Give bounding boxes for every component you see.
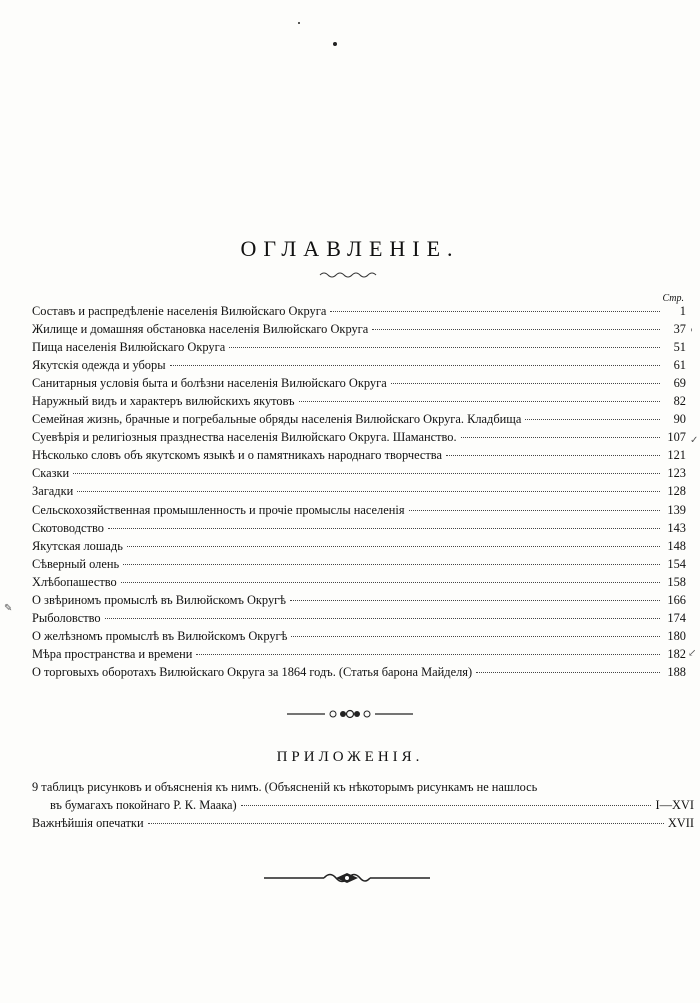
toc-label: Якутскія одежда и уборы (32, 358, 166, 373)
dot-leader (196, 653, 660, 655)
title-underline-ornament (318, 270, 378, 280)
toc-page: 180 (667, 628, 686, 643)
toc-label: Скотоводство (32, 520, 104, 535)
toc-label: О звѣриномъ промыслѣ въ Вилюйскомъ Округѣ (32, 592, 286, 607)
toc-label: Пища населенія Вилюйскаго Округа (32, 340, 226, 355)
dot-leader (330, 310, 660, 312)
toc-page: 148 (667, 538, 686, 553)
dot-leader (241, 804, 652, 806)
toc-label: Суевѣрія и религіозныя празднества населенія Вилюйскаго Округа. Шаманство. (32, 430, 457, 445)
closing-ornament (262, 870, 432, 886)
toc-row (32, 665, 686, 683)
toc-page: 1 (679, 304, 686, 318)
dot-leader (290, 599, 660, 601)
dot-leader (127, 545, 660, 547)
dot-leader (73, 472, 660, 474)
toc-row (32, 539, 686, 557)
toc-row (32, 503, 686, 521)
toc-label: О желѣзномъ промыслѣ въ Вилюйскомъ Округѣ (32, 628, 288, 643)
toc-page: 61 (673, 358, 686, 373)
ink-speck (298, 22, 300, 24)
toc-row (32, 376, 686, 394)
toc-label: Жилище и домашняя обстановка населенія Вилюйскаго Округа (32, 322, 369, 337)
toc-row (32, 448, 686, 466)
table-of-contents (32, 304, 686, 683)
toc-page: 69 (673, 376, 686, 391)
toc-row (32, 394, 686, 412)
toc-row (32, 575, 686, 593)
toc-label: Санитарныя условія быта и болѣзни населенія Вилюйскаго Округа (32, 376, 387, 391)
toc-row (32, 611, 686, 629)
margin-pencil-mark: ✓ (690, 435, 699, 446)
dot-leader (525, 418, 660, 420)
toc-page: 182 (667, 646, 686, 661)
dot-leader (291, 635, 660, 637)
dot-leader (476, 671, 660, 673)
dot-leader (108, 527, 660, 529)
toc-row (32, 412, 686, 430)
toc-page: 128 (667, 484, 686, 499)
toc-label: Сказки (32, 466, 70, 481)
toc-label: О торговыхъ оборотахъ Вилюйскаго Округа за 1864 годъ. (Статья барона Майделя) (32, 664, 473, 679)
appendix-page: XVII (667, 816, 694, 831)
margin-pencil-mark: ↙ (688, 648, 697, 659)
toc-label: Загадки (32, 484, 74, 499)
toc-row (32, 593, 686, 611)
appendix-entry-line: 9 таблицъ рисунковъ и объясненія къ нимъ. (Объясненій къ нѣкоторымъ рисункамъ не нашлось (32, 780, 538, 794)
dot-leader (123, 563, 660, 565)
dot-leader (170, 364, 660, 366)
toc-label: Рыболовство (32, 610, 101, 625)
toc-row (32, 358, 686, 376)
dot-leader (105, 617, 660, 619)
toc-row (32, 484, 686, 502)
dot-leader (77, 490, 660, 492)
toc-page: 174 (667, 610, 686, 625)
toc-label: Сельскохозяйственная промышленность и прочіе промыслы населенія (32, 502, 405, 517)
toc-label: Наружный видъ и характеръ вилюйскихъ якутовъ (32, 394, 295, 409)
toc-label: Семейная жизнь, брачные и погребальные обряды населенія Вилюйскаго Округа. Кладбища (32, 412, 522, 427)
toc-row (32, 466, 686, 484)
toc-page: 90 (673, 412, 686, 427)
appendix-page: I—XVI (655, 798, 694, 812)
toc-row (32, 647, 686, 665)
toc-page: 123 (667, 466, 686, 481)
toc-page: 139 (667, 502, 686, 517)
dot-leader (461, 436, 660, 438)
dot-leader (121, 581, 660, 583)
toc-label: Составъ и распредѣленіе населенія Вилюйскаго Округа (32, 304, 327, 318)
page-title: ОГЛАВЛЕНІЕ. (240, 236, 460, 261)
toc-page: 143 (667, 520, 686, 535)
dot-leader (229, 346, 660, 348)
margin-pencil-mark: ✎ (4, 603, 13, 614)
appendix-label: Важнѣйшія опечатки (32, 816, 144, 831)
dot-leader (446, 454, 660, 456)
section-divider-ornament (285, 708, 415, 720)
page-column-header: Стр. (662, 293, 684, 304)
appendix-row (32, 816, 694, 834)
dot-leader (148, 822, 664, 824)
appendix-list (32, 780, 694, 834)
toc-page: 166 (667, 592, 686, 607)
toc-page: 82 (673, 394, 686, 409)
toc-row (32, 340, 686, 358)
appendix-label: въ бумагахъ покойнаго Р. К. Маака) (50, 798, 237, 812)
toc-row (32, 521, 686, 539)
ink-speck (333, 42, 337, 46)
dot-leader (391, 382, 660, 384)
appendix-title: ПРИЛОЖЕНІЯ. (276, 749, 424, 765)
dot-leader (409, 509, 660, 511)
toc-page: 154 (667, 556, 686, 571)
toc-row (32, 304, 686, 322)
toc-page: 158 (667, 574, 686, 589)
toc-page: 37 (673, 322, 686, 337)
toc-row (32, 629, 686, 647)
dot-leader (299, 400, 660, 402)
appendix-row (32, 798, 694, 816)
toc-label: Нѣсколько словъ объ якутскомъ языкѣ и о памятникахъ народнаго творчества (32, 448, 442, 463)
toc-label: Хлѣбопашество (32, 574, 117, 589)
toc-label: Мѣра пространства и времени (32, 646, 193, 661)
toc-page: 121 (667, 448, 686, 463)
toc-page: 188 (667, 664, 686, 679)
toc-label: Якутская лошадь (32, 538, 123, 553)
toc-row (32, 430, 686, 448)
toc-row (32, 322, 686, 340)
toc-label: Сѣверный олень (32, 556, 120, 571)
toc-page: 51 (673, 340, 686, 355)
toc-page: 107 (667, 430, 686, 445)
toc-row (32, 557, 686, 575)
dot-leader (372, 328, 660, 330)
margin-pencil-mark: ' (690, 328, 693, 339)
